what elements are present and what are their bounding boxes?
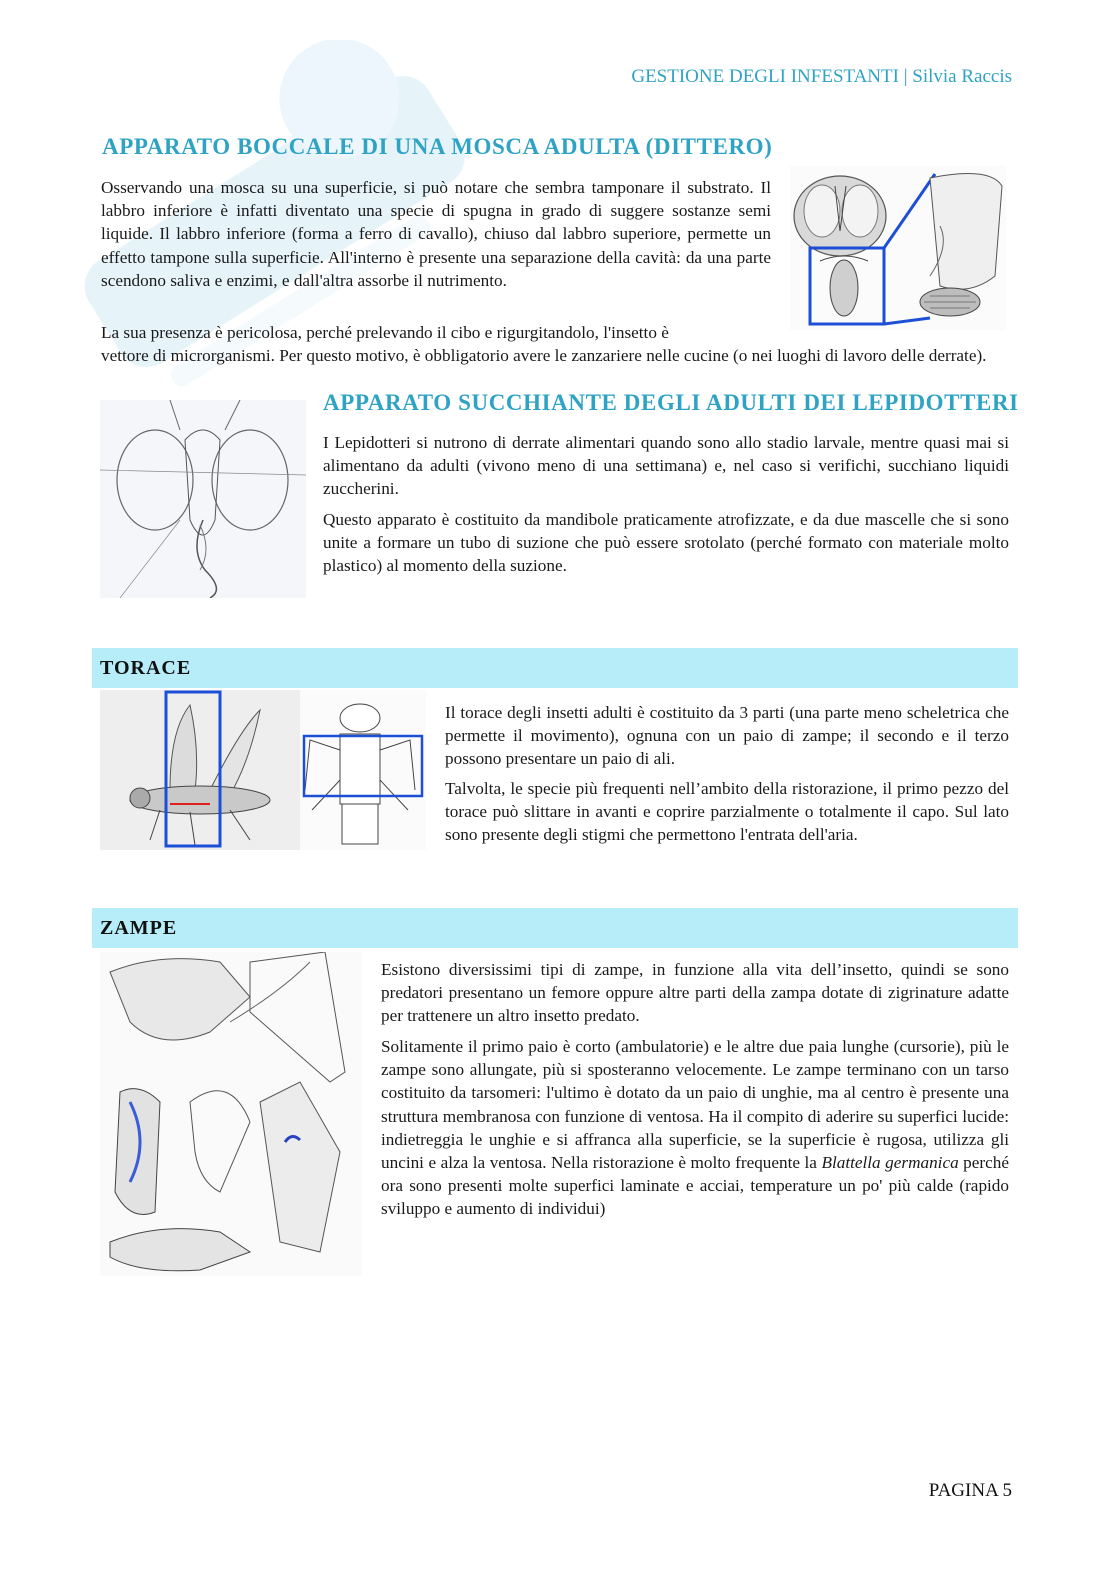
thorax-figure	[100, 690, 426, 850]
mosca-paragraph-1: Osservando una mosca su una superficie, si può notare che sembra tamponare il substrato. Il labbro inferiore è infatti diventato una specie di spugna in grado di suggere sostanze semi liquide. Il labbro inferiore (forma a ferro di cavallo), chiuso dal labbro superiore, permette un effetto tampone sulla superficie. All'interno è presente una separazione della cavità: da una parte scendono saliva e enzimi, e dall'altra assorbe il nutrimento.	[101, 178, 771, 290]
section-band-zampe	[92, 908, 1018, 948]
mosca-paragraph-2-line1: La sua presenza è pericolosa, perché prelevando il cibo e rigurgitandolo, l'insetto è	[101, 323, 669, 342]
zampe-paragraph-1: Esistono diversissimi tipi di zampe, in funzione alla vita dell’insetto, quindi se sono predatori presentano un femore oppure altre parti della zampa dotate di zigrinature adatte per trattenere un altro insetto predato.	[381, 960, 1009, 1026]
lepidotteri-paragraph-2: Questo apparato è costituito da mandibole praticamente atrofizzate, e da due mascelle che si sono unite a formare un tubo di suzione che può essere srotolato (perché formato con materiale molto plastico) al momento della suzione.	[323, 510, 1009, 576]
lepidotteri-paragraph-1: I Lepidotteri si nutrono di derrate alimentari quando sono allo stadio larvale, mentre quasi mai si alimentano da adulti (vivono meno di una settimana) e, nel caso si verifichi, succhiano liquidi zuccherini.	[323, 433, 1009, 499]
heading-zampe: ZAMPE	[100, 917, 178, 939]
species-name-blattella: Blattella germanica	[821, 1153, 959, 1173]
running-header: GESTIONE DEGLI INFESTANTI | Silvia Raccis	[631, 66, 1012, 87]
section-band-torace	[92, 648, 1018, 688]
zampe-paragraph-2-part-b: perché ora sono presenti molte superfici laminate e acciai, temperature un po' più calde (rapido sviluppo e aumento di individui)	[381, 1153, 1009, 1219]
legs-figure	[100, 952, 362, 1276]
zampe-paragraph-2-part-a: Solitamente il primo paio è corto (ambulatorie) e le altre due paia lunghe (cursorie), più le zampe sono allungate, più si sposteranno velocemente. Le zampe terminano con un tarso costituito da tarsomeri: l'ultimo è dotato da un paio di unghie, ma al centro è presente una struttura membranosa con funzione di ventosa. Ha il compito di aderire su superfici lucide: indietreggia le unghie e si affranca alla superficie, se la superficie è rugosa, utilizza gli uncini e alza la ventosa. Nella ristorazione è molto frequente la	[381, 1037, 1009, 1173]
zampe-paragraph-2	[381, 1035, 1009, 1221]
page-number: PAGINA 5	[928, 1480, 1012, 1501]
heading-torace: TORACE	[100, 657, 192, 679]
mosca-paragraph-2-rest: vettore di microrganismi. Per questo motivo, è obbligatorio avere le zanzariere nelle cucine (o nei luoghi di lavoro delle derrate).	[101, 346, 987, 366]
heading-apparato-succhiante: APPARATO SUCCHIANTE DEGLI ADULTI DEI LEPIDOTTERI	[323, 390, 1019, 415]
torace-paragraph-1: Il torace degli insetti adulti è costituito da 3 parti (una parte meno scheletrica che permette il movimento), ognuna con un paio di zampe; il secondo e il terzo possono presentare un paio di ali.	[445, 703, 1009, 769]
lepidoptera-head-figure	[100, 400, 306, 598]
torace-paragraph-2: Talvolta, le specie più frequenti nell’ambito della ristorazione, il primo pezzo del torace può slittare in avanti e coprire parzialmente o totalmente il capo. Sul lato sono presente degli stigmi che permettono l'entrata dell'aria.	[445, 779, 1009, 845]
heading-apparato-boccale: APPARATO BOCCALE DI UNA MOSCA ADULTA (DITTERO)	[102, 134, 773, 159]
fly-mouthparts-figure	[790, 166, 1006, 330]
